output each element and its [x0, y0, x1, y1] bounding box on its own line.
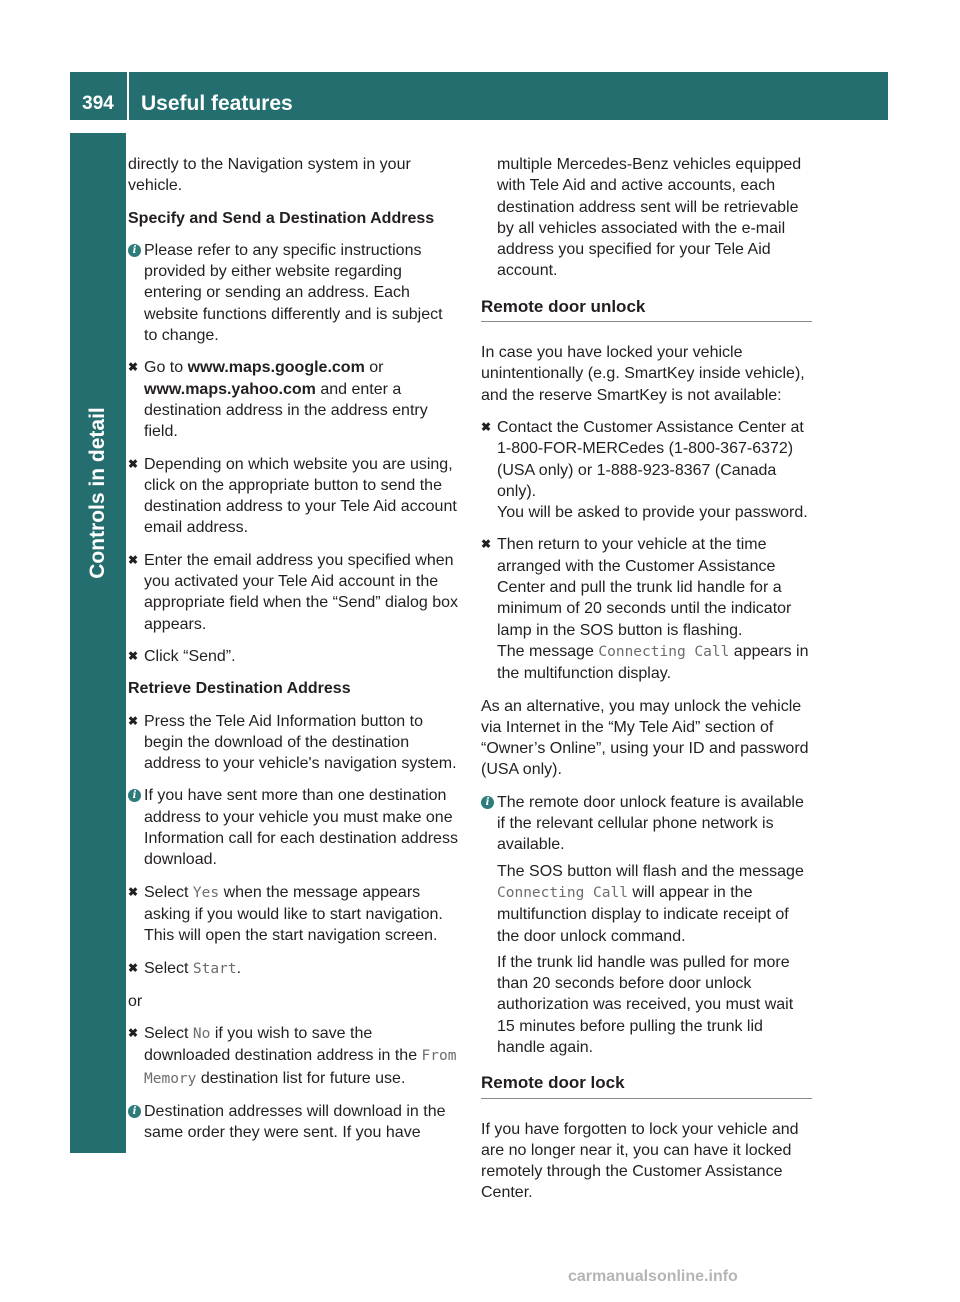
- arrow-icon: ✖: [128, 648, 139, 663]
- step: ✖ Select No if you wish to save the downloaded destination address in the From Memory destination list for future use.: [128, 1025, 457, 1087]
- paragraph-continued: multiple Mercedes-Benz vehicles equipped with Tele Aid and active accounts, each destination address sent will be retrievable by all vehicles associated with the e-mail address you specified for your Tele Aid account.: [497, 156, 802, 280]
- arrow-icon: ✖: [128, 1026, 139, 1041]
- subheading-retrieve: Retrieve Destination Address: [128, 680, 351, 698]
- arrow-icon: ✖: [128, 884, 139, 899]
- step: ✖ Enter the email address you specified when you activated your Tele Aid account in the appropriate field when the “Send” dialog box appears.: [128, 551, 458, 633]
- header-divider: [127, 72, 129, 120]
- paragraph: In case you have locked your vehicle unintentionally (e.g. SmartKey inside vehicle), and the reserve SmartKey is not available:: [481, 344, 805, 404]
- page-header: [70, 72, 888, 120]
- display-text-from-memory: From Memory: [144, 1048, 457, 1087]
- paragraph: As an alternative, you may unlock the vehicle via Internet in the “My Tele Aid” section of “Owner’s Online”, using your ID and password (USA only).: [481, 697, 809, 779]
- step: ✖ Then return to your vehicle at the time arranged with the Customer Assistance Center and pull the trunk lid handle for a minimum of 20 seconds until the indicator lamp in the SOS button is flashing. The message Connecting Call appears in the multifunction display.: [481, 536, 809, 683]
- link-google: www.maps.google.com: [187, 359, 365, 377]
- arrow-icon: ✖: [481, 537, 492, 552]
- info-note: [128, 240, 460, 346]
- subheading-specify: Specify and Send a Destination Address: [128, 209, 435, 227]
- display-text-yes: Yes: [192, 884, 220, 901]
- info-icon: i: [128, 789, 141, 802]
- right-column: [481, 154, 812, 1215]
- arrow-icon: ✖: [128, 960, 139, 975]
- arrow-icon: ✖: [481, 419, 492, 434]
- info-icon: i: [481, 796, 494, 809]
- info-text: The remote door unlock feature is available if the relevant cellular phone network is available.: [497, 793, 804, 854]
- section-title: Useful features: [141, 92, 293, 115]
- info-text: Destination addresses will download in the same order they were sent. If you have: [144, 1102, 446, 1142]
- heading-remote-door-lock: Remote door lock: [481, 1072, 812, 1098]
- side-tab-label: Controls in detail: [86, 407, 109, 579]
- info-note: [481, 792, 812, 1059]
- step: ✖ Press the Tele Aid Information button to begin the download of the destination address to your vehicle's navigation system.: [128, 712, 457, 773]
- step: ✖ Select Start.: [128, 958, 460, 980]
- heading-remote-door-unlock: Remote door unlock: [481, 296, 812, 322]
- info-icon: i: [128, 244, 141, 257]
- left-column: [128, 154, 460, 1155]
- display-text-no: No: [192, 1026, 211, 1043]
- step: ✖ Contact the Customer Assistance Center at 1-800-FOR-MERCedes (1-800-367-6372) (USA only) or 1-888-923-8367 (Canada only). You will be asked to provide your password.: [481, 418, 808, 522]
- arrow-icon: ✖: [128, 552, 139, 567]
- info-text: If you have sent more than one destination address to your vehicle you must make one Information call for each destination address download.: [144, 787, 458, 869]
- info-text: The SOS button will flash and the message Connecting Call will appear in the multifunction display to indicate receipt of the door unlock command.: [497, 862, 804, 945]
- paragraph: directly to the Navigation system in your vehicle.: [128, 156, 411, 195]
- step: ✖ Go to www.maps.google.com or www.maps.yahoo.com and enter a destination address in the address entry field.: [128, 359, 428, 441]
- step: ✖ Click “Send”.: [128, 646, 460, 667]
- paragraph: If you have forgotten to lock your vehicle and are no longer near it, you can have it locked remotely through the Customer Assistance Center.: [481, 1120, 799, 1202]
- side-tab: [70, 133, 126, 1153]
- arrow-icon: ✖: [128, 713, 139, 728]
- step: ✖ Select Yes when the message appears asking if you would like to start navigation. This will open the start navigation screen.: [128, 883, 443, 945]
- link-yahoo: www.maps.yahoo.com: [144, 380, 316, 398]
- info-note: [128, 785, 460, 870]
- or-text: or: [128, 992, 143, 1010]
- step: ✖ Depending on which website you are using, click on the appropriate button to send the destination address to your Tele Aid account email address.: [128, 455, 457, 537]
- page-number: 394: [82, 93, 114, 114]
- display-text-connecting-call: Connecting Call: [598, 643, 730, 660]
- arrow-icon: ✖: [128, 456, 139, 471]
- info-note: [128, 1101, 460, 1144]
- info-text: If the trunk lid handle was pulled for more than 20 seconds before door unlock authorization was received, you must wait 15 minutes before pulling the trunk lid handle again.: [497, 953, 794, 1056]
- footer-watermark: carmanualsonline.info: [568, 1268, 738, 1285]
- info-text: Please refer to any specific instructions provided by either website regarding entering or sending an address. Each website functions differently and is subject to change.: [144, 241, 443, 345]
- display-text-connecting-call: Connecting Call: [497, 884, 628, 901]
- display-text-start: Start: [192, 960, 237, 977]
- arrow-icon: ✖: [128, 360, 139, 375]
- info-icon: i: [128, 1105, 141, 1118]
